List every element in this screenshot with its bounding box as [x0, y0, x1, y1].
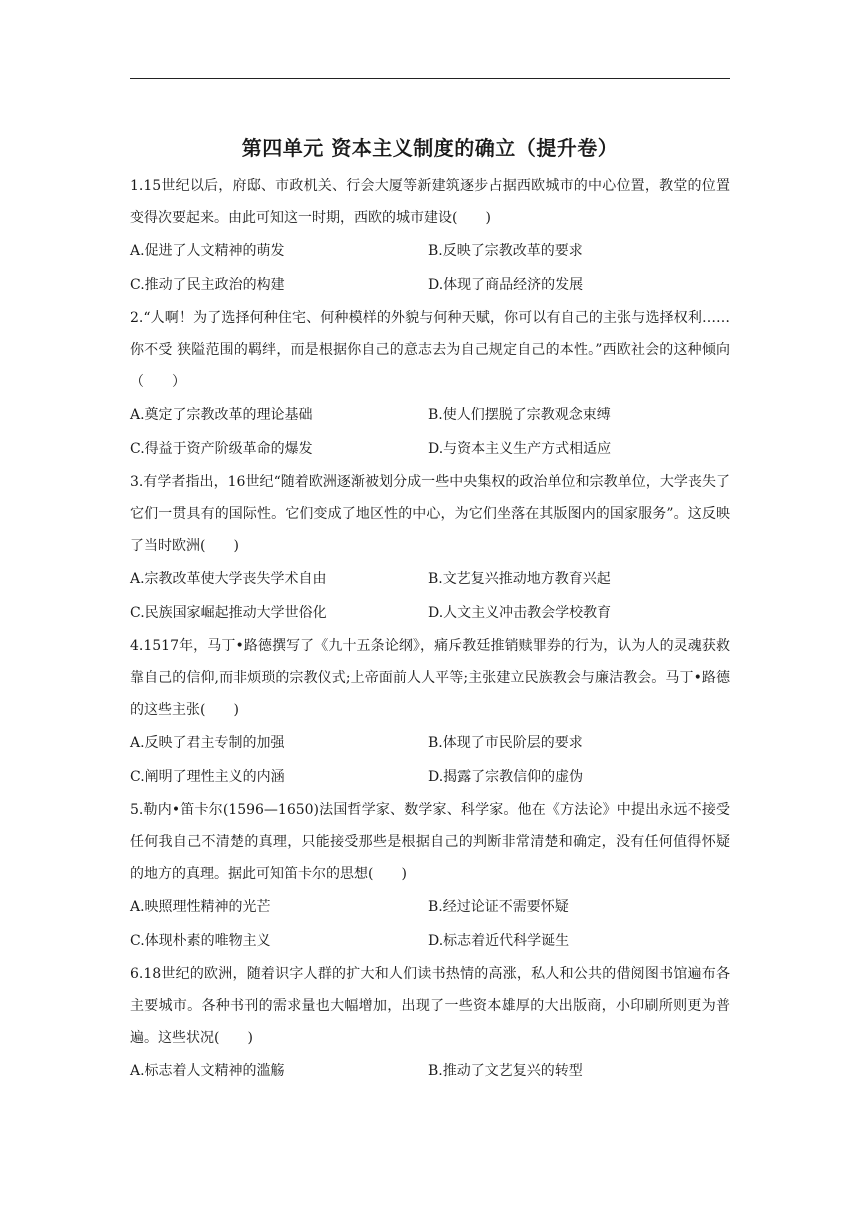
option-a: A.映照理性精神的光芒 — [130, 899, 271, 915]
option-c: C.阐明了理性主义的内涵 — [130, 769, 285, 785]
question-stem: 3.有学者指出，16世纪“随着欧洲逐渐被划分成一些中央集权的政治单位和宗教单位，大学丧失了它们一贯具有的国际性。它们变成了地区性的中心，为它们坐落在其版图内的国家服务”。这反映了当时欧洲( ) — [130, 474, 730, 554]
option-c: C.民族国家崛起推动大学世俗化 — [130, 605, 327, 621]
option-d: D.标志着近代科学诞生 — [428, 933, 570, 949]
option-a: A.反映了君主专制的加强 — [130, 735, 285, 751]
question-4 — [130, 630, 730, 794]
option-list — [130, 562, 730, 630]
option-list — [130, 398, 730, 466]
option-list — [130, 726, 730, 794]
option-a: A.标志着人文精神的滥觞 — [130, 1063, 285, 1079]
option-a: A.促进了人文精神的萌发 — [130, 243, 285, 259]
question-3 — [130, 466, 730, 630]
option-list — [130, 1054, 730, 1088]
header-rule — [130, 78, 730, 79]
question-stem: 1.15世纪以后，府邸、市政机关、行会大厦等新建筑逐步占据西欧城市的中心位置，教堂的位置变得次要起来。由此可知这一时期，西欧的城市建设( ) — [130, 178, 730, 226]
option-d: D.人文主义冲击教会学校教育 — [428, 605, 612, 621]
question-6 — [130, 958, 730, 1088]
question-stem: 2.“人啊！为了选择何种住宅、何种模样的外貌与何种天赋，你可以有自己的主张与选择权利……你不受 狭隘范围的羁绊，而是根据你自己的意志去为自己规定自己的本性。”西欧社会的这种倾向 （ ） — [130, 310, 730, 390]
option-list — [130, 890, 730, 958]
option-a: A.宗教改革使大学丧失学术自由 — [130, 571, 327, 587]
question-stem: 4.1517年，马丁•路德撰写了《九十五条论纲》，痛斥教廷推销赎罪券的行为，认为人的灵魂获救靠自己的信仰,而非烦琐的宗教仪式;上帝面前人人平等;主张建立民族教会与廉洁教会。马丁•路德的这些主张( ) — [130, 638, 730, 718]
option-b: B.反映了宗教改革的要求 — [428, 243, 583, 259]
option-b: B.体现了市民阶层的要求 — [428, 735, 583, 751]
option-b: B.经过论证不需要怀疑 — [428, 899, 569, 915]
page-title: 第四单元 资本主义制度的确立（提升卷） — [241, 136, 619, 160]
question-stem: 5.勒内•笛卡尔(1596—1650)法国哲学家、数学家、科学家。他在《方法论》中提出永远不接受任何我自己不清楚的真理，只能接受那些是根据自己的判断非常清楚和确定，没有任何值得怀疑的地方的真理。据此可知笛卡尔的思想( ) — [130, 802, 730, 882]
option-b: B.文艺复兴推动地方教育兴起 — [428, 571, 611, 587]
question-stem: 6.18世纪的欧洲，随着识字人群的扩大和人们读书热情的高涨，私人和公共的借阅图书馆遍布各主要城市。各种书刊的需求量也大幅增加，出现了一些资本雄厚的大出版商，小印刷所则更为普遍。这些状况( ) — [130, 966, 730, 1046]
option-b: B.推动了文艺复兴的转型 — [428, 1063, 583, 1079]
question-1 — [130, 170, 730, 302]
option-d: D.体现了商品经济的发展 — [428, 277, 584, 293]
question-5 — [130, 794, 730, 958]
option-a: A.奠定了宗教改革的理论基础 — [130, 407, 313, 423]
option-c: C.推动了民主政治的构建 — [130, 277, 285, 293]
question-2 — [130, 302, 730, 466]
option-c: C.体现朴素的唯物主义 — [130, 933, 271, 949]
document-body — [130, 132, 730, 1088]
option-d: D.揭露了宗教信仰的虚伪 — [428, 769, 584, 785]
option-c: C.得益于资产阶级革命的爆发 — [130, 441, 313, 457]
option-list — [130, 234, 730, 302]
option-d: D.与资本主义生产方式相适应 — [428, 441, 612, 457]
option-b: B.使人们摆脱了宗教观念束缚 — [428, 407, 611, 423]
